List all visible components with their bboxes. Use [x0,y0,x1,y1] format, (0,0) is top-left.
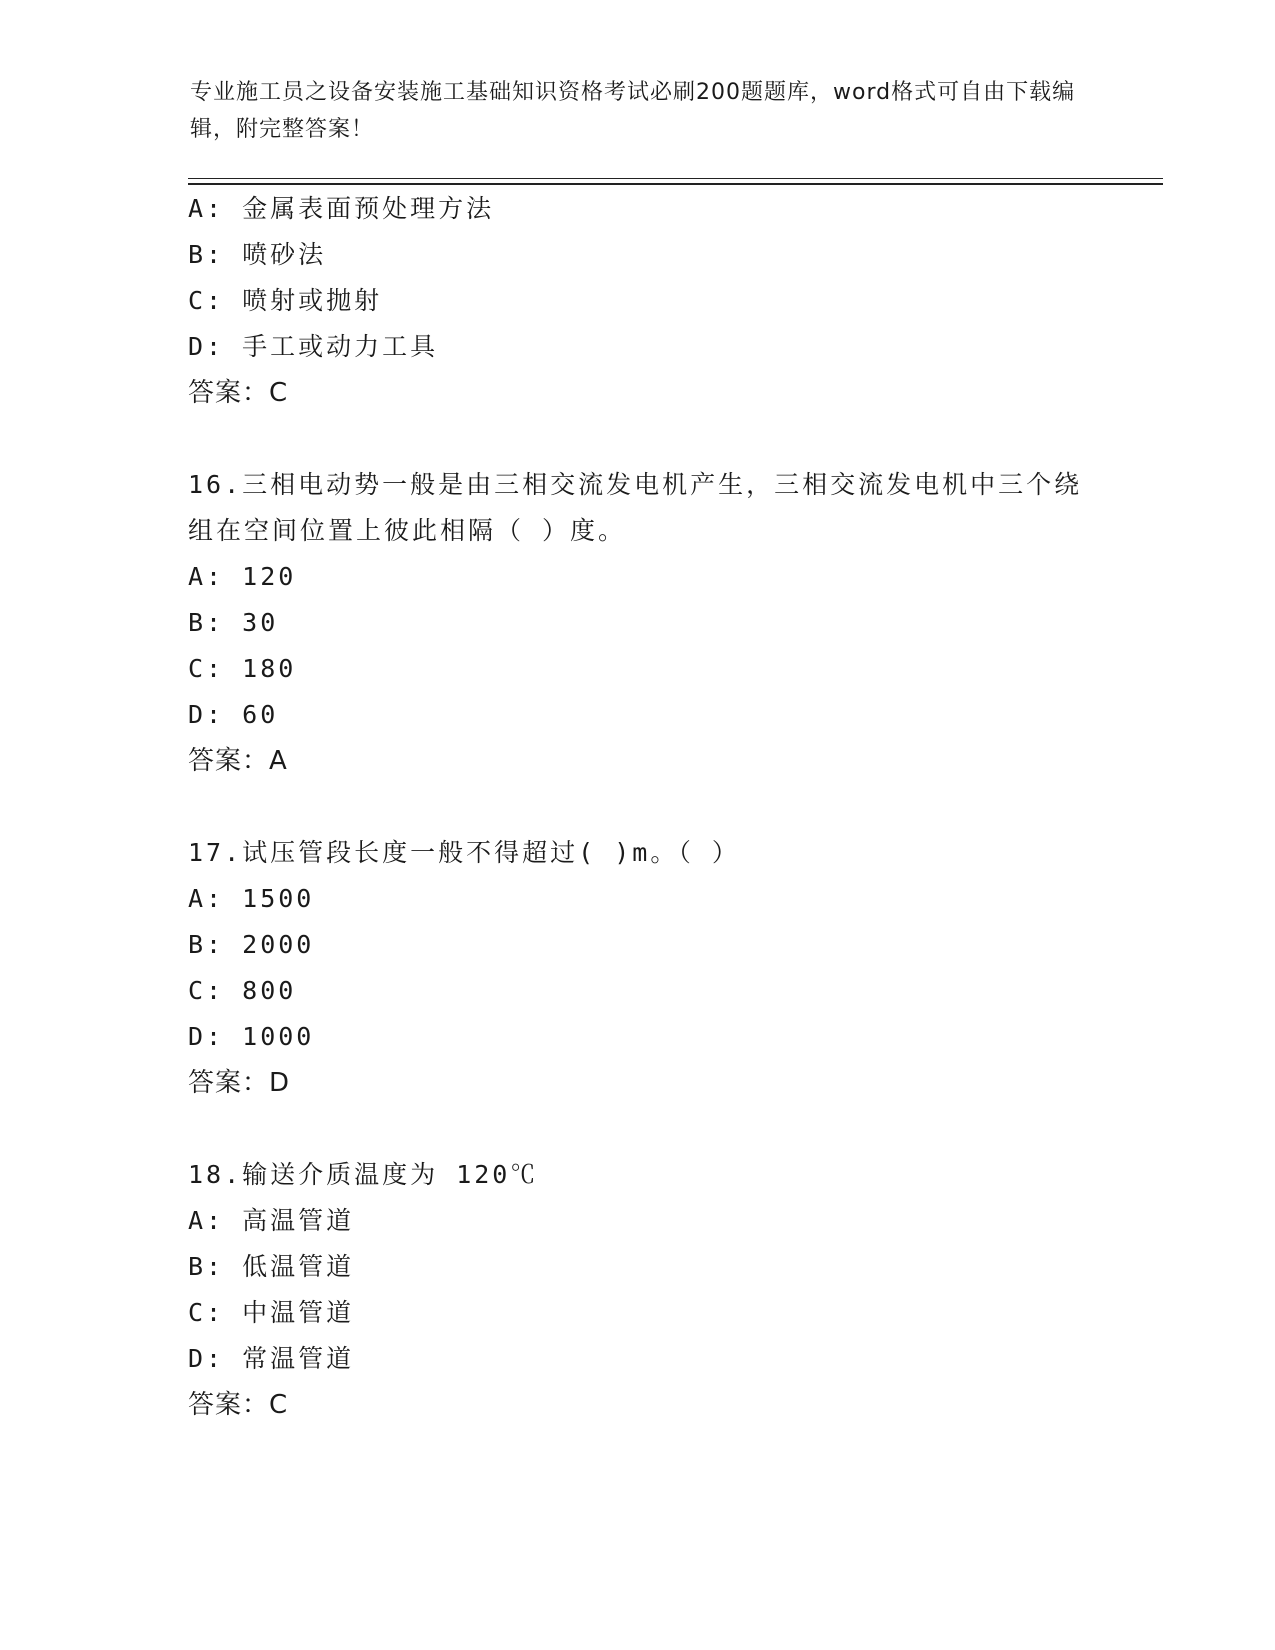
question-15-block [188,186,1168,416]
question-18-block [188,1152,1168,1428]
option-a: A: 120 [188,562,297,591]
document-title: 专业施工员之设备安装施工基础知识资格考试必刷200题题库，word格式可自由下载编辑，附完整答案！ [190,80,1076,142]
header-divider [188,178,1163,185]
option-b: B: 30 [188,608,279,637]
option-c: C: 800 [188,976,297,1005]
spacer [188,416,1168,462]
spacer [188,1106,1168,1152]
option-a: A: 金属表面预处理方法 [188,194,495,223]
question-text: 17.试压管段长度一般不得超过( )m。（ ） [188,838,740,867]
option-d: D: 60 [188,700,279,729]
option-c: C: 中温管道 [188,1298,355,1327]
question-list [188,186,1168,1428]
option-a: A: 1500 [188,884,315,913]
option-c: C: 喷射或抛射 [188,286,383,315]
answer-line: 答案：C [188,1390,289,1420]
answer-line: 答案：A [188,746,288,776]
option-c: C: 180 [188,654,297,683]
question-text: 18.输送介质温度为 120℃ [188,1160,539,1189]
option-a: A: 高温管道 [188,1206,355,1235]
option-d: D: 1000 [188,1022,315,1051]
spacer [188,784,1168,830]
question-17-block [188,830,1168,1106]
option-b: B: 喷砂法 [188,240,327,269]
option-d: D: 常温管道 [188,1344,355,1373]
option-d: D: 手工或动力工具 [188,332,439,361]
question-text: 16.三相电动势一般是由三相交流发电机产生，三相交流发电机中三个绕组在空间位置上彼此相隔（ ）度。 [188,470,1083,545]
question-16-block [188,462,1168,784]
answer-line: 答案：D [188,1068,291,1098]
option-b: B: 2000 [188,930,315,959]
option-b: B: 低温管道 [188,1252,355,1281]
answer-line: 答案：C [188,378,289,408]
